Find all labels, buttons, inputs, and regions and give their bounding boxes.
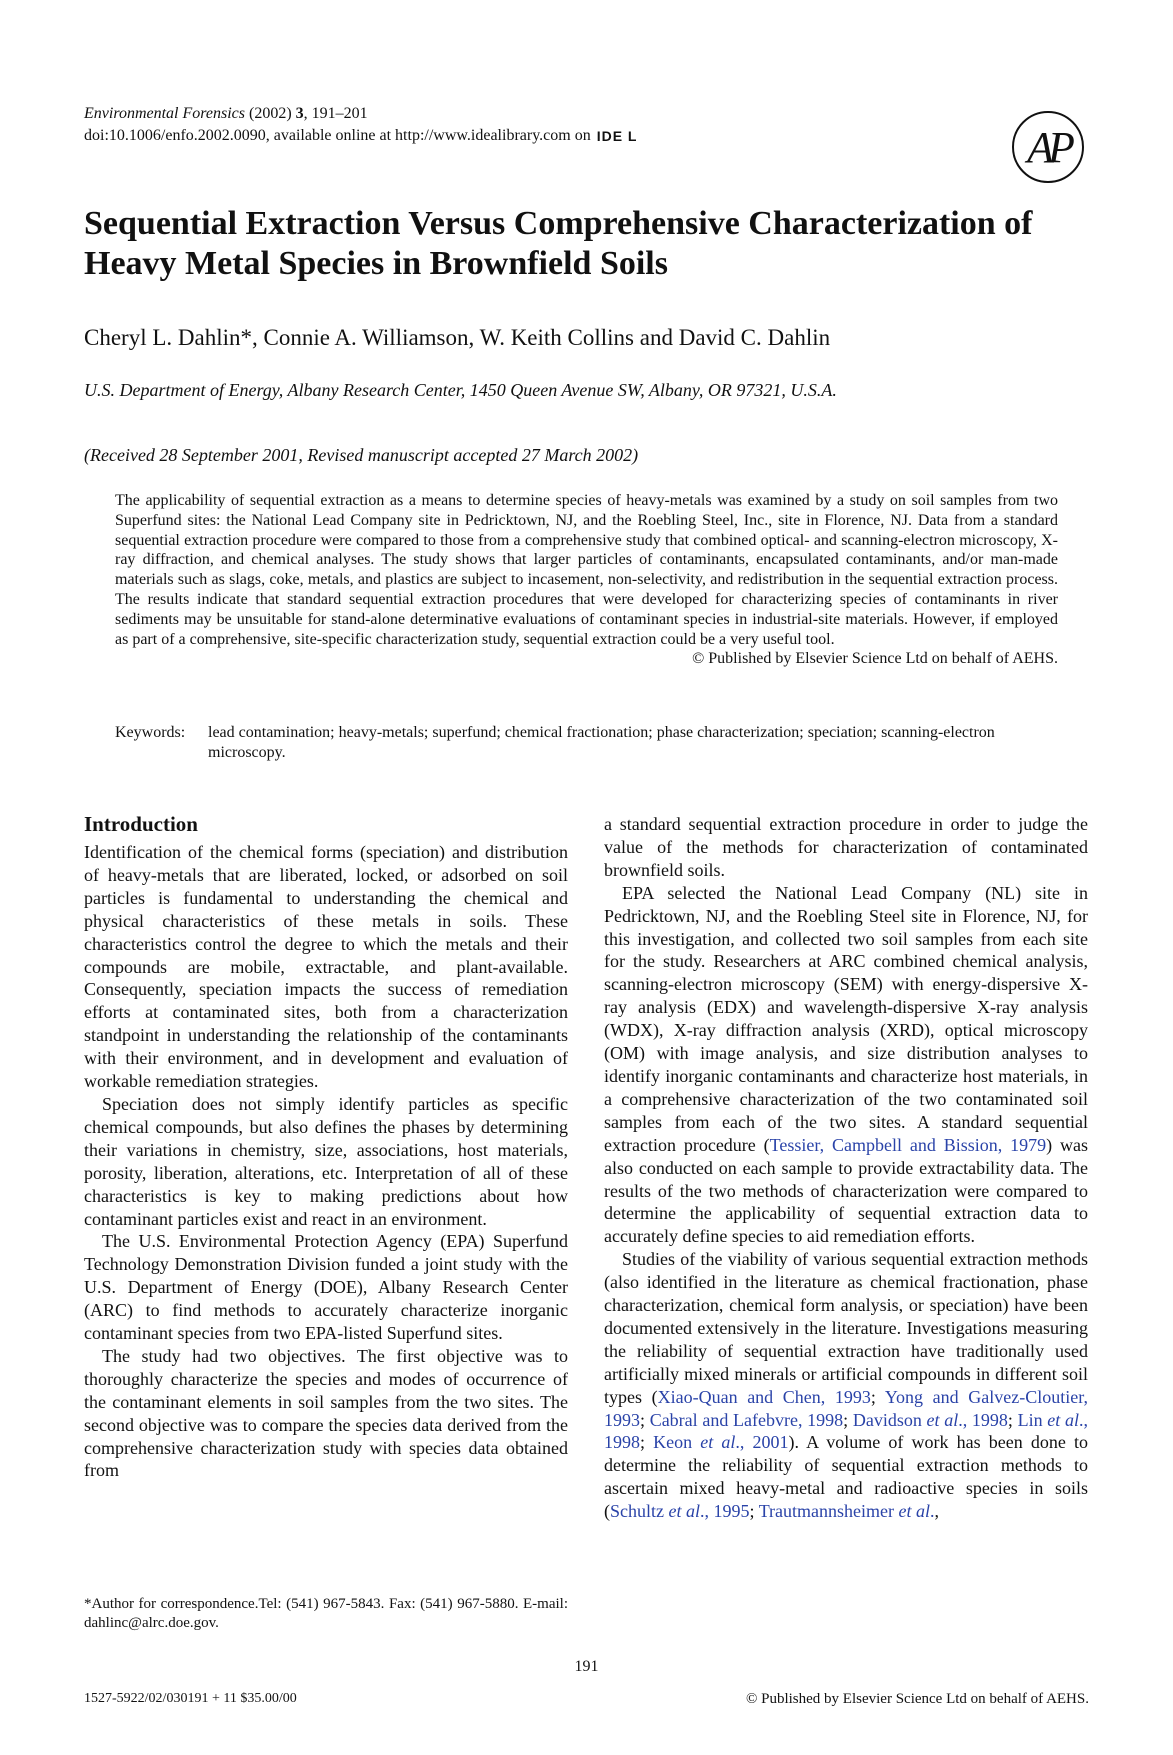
affiliation: U.S. Department of Energy, Albany Research Center, 1450 Queen Avenue SW, Albany, OR 97321, U.S.A. — [84, 380, 837, 400]
keywords-text: lead contamination; heavy-metals; superfund; chemical fractionation; phase characterization; speciation; scanning-electron microscopy. — [208, 724, 995, 761]
journal-citation — [84, 103, 637, 147]
citation-link[interactable]: Trautmannsheimer et al. — [758, 1501, 935, 1522]
keywords-label: Keywords: — [115, 724, 186, 741]
citation-link[interactable]: Tessier, Campbell and Bission, 1979 — [769, 1134, 1047, 1155]
intro-paragraph-4: The study had two objectives. The first objective was to thoroughly characterize the species and modes of occurrence of the contaminant elements in soil samples from the two sites. The second objective was to compare the species data derived from the comprehensive characterization study with species data obtained from — [84, 1345, 568, 1481]
separator: ; — [1007, 1409, 1018, 1430]
intro-paragraph-1: Identification of the chemical forms (speciation) and distribution of heavy-metals that are liberated, locked, or adsorbed on soil particles is fundamental to understanding the chemical and physical characteristics of these metals in soils. These characteristics control the degree to which the metals and their compounds are mobile, extractable, and plant-available. Consequently, speciation impacts the success of remediation efforts at contaminated sites, both from a characterization standpoint in understanding the relationship of the contaminants with their environment, and in development and evaluation of workable remediation strategies. — [84, 842, 568, 1092]
right-paragraph-3-text-a: Studies of the viability of various sequential extraction methods (also identified in the literature as chemical fractionation, phase characterization, chemical form analysis, or speciation) have been documented extensively in the literature. Investigations measuring the reliability of sequential extraction have traditionally used artificially mixed minerals or artificial compounds in different soil types ( — [604, 1249, 1088, 1407]
right-column — [604, 813, 1088, 1523]
received-dates: (Received 28 September 2001, Revised manuscript accepted 27 March 2002) — [84, 445, 639, 465]
footer-issn: 1527-5922/02/030191 + 11 $35.00/00 — [84, 1691, 297, 1706]
author-list: Cheryl L. Dahlin*, Connie A. Williamson, W. Keith Collins and David C. Dahlin — [84, 325, 831, 350]
ideal-logo-icon: IDE L — [596, 128, 638, 144]
citation-link[interactable]: Keon et al., 2001 — [653, 1432, 789, 1453]
citation-link[interactable]: Cabral and Lafebvre, 1998 — [649, 1409, 844, 1430]
journal-year: (2002) — [245, 105, 296, 122]
right-paragraph-2 — [604, 882, 1088, 1249]
citation-link[interactable]: Yong and Galvez-Cloutier, 1993 — [604, 1386, 1088, 1430]
journal-name: Environmental Forensics — [84, 105, 246, 122]
journal-pages: , 191–201 — [303, 105, 368, 122]
right-paragraph-1: a standard sequential extraction procedure in order to judge the value of the methods for characterization of contaminated brownfield soils. — [604, 814, 1088, 880]
left-column — [84, 841, 568, 1482]
abstract-text: The applicability of sequential extraction as a means to determine species of heavy-metals was examined by a study on soil samples from two Superfund sites: the National Lead Company site in Pedricktown, NJ, and the Roebling Steel, Inc., site in Florence, NJ. Data from a standard sequential extraction procedure were compared to those from a comprehensive study that combined optical- and scanning-electron microscopy, X-ray diffraction, and chemical analyses. The study shows that larger particles of contaminants, encapsulated contaminants, and/or man-made materials such as slags, coke, metals, and plastics are subject to incasement, non-selectivity, and redistribution in the sequential extraction process. The results indicate that standard sequential extraction procedures that were developed for characterizing species of contaminants in river sediments may be unsuitable for stand-alone determinative evaluations of contaminant species in industrial-site materials. However, if employed as part of a comprehensive, site-specific characterization study, sequential extraction could be a very useful tool. — [115, 492, 1058, 648]
separator: ; — [640, 1409, 650, 1430]
paper-title: Sequential Extraction Versus Comprehensive Characterization of Heavy Metal Species in Brownfield Soils — [84, 205, 1033, 282]
right-paragraph-2-text-a: EPA selected the National Lead Company (NL) site in Pedricktown, NJ, and the Roebling Steel site in Florence, NJ, for this investigation, and collected two soil samples from each site for the study. Researchers at ARC combined chemical analysis, scanning-electron microscopy (SEM) with energy-dispersive X-ray analysis (EDX) and wavelength-dispersive X-ray analysis (WDX), X-ray diffraction analysis (XRD), optical microscopy (OM) with image analysis, and size distribution analyses to identify inorganic contaminants and characterize host materials, in a comprehensive characterization of the two contaminated soil samples from each of the two sites. A standard sequential extraction procedure ( — [604, 882, 1088, 1155]
citation-link[interactable]: Schultz et al., 1995 — [610, 1501, 750, 1522]
doi-line: doi:10.1006/enfo.2002.0090, available online at http://www.idealibrary.com on — [84, 127, 591, 144]
section-heading-introduction: Introduction — [84, 812, 198, 836]
separator: ; — [870, 1386, 885, 1407]
journal-volume: 3 — [295, 105, 304, 122]
page-number: 191 — [574, 1658, 599, 1675]
right-paragraph-2-text-b: ) was also conducted on each sample to provide extractability data. The results of the two methods of characterization were compared to determine the applicability of sequential extraction data to accurately define species to aid remediation efforts. — [604, 1134, 1088, 1247]
citation-link[interactable]: Xiao-Quan and Chen, 1993 — [657, 1386, 871, 1407]
author-footnote: *Author for correspondence.Tel: (541) 967-5843. Fax: (541) 967-5880. E-mail: dahlinc@alrc.doe.gov. — [84, 1596, 568, 1631]
separator: ; — [843, 1409, 853, 1430]
separator: ; — [749, 1501, 759, 1522]
intro-paragraph-2: Speciation does not simply identify particles as specific chemical compounds, but also defines the phases by determining their variations in chemistry, size, associations, host materials, porosity, liberation, alterations, etc. Interpretation of all of these characteristics is key to making predictions about how contaminant particles exist and react in an environment. — [84, 1093, 568, 1229]
abstract-copyright: © Published by Elsevier Science Ltd on behalf of AEHS. — [692, 650, 1058, 668]
separator: ; — [640, 1432, 654, 1453]
right-paragraph-3-text-b: ). A volume of work has been done to determine the reliability of sequential extraction methods to ascertain mixed heavy-metal and radioactive species in soils ( — [604, 1432, 1089, 1522]
right-paragraph-3: Studies of the viability of various sequential extraction methods (also identified in the literature as chemical fractionation, phase characterization, chemical form analysis, or speciation) have been documented extensively in the literature. Investigations measuring the reliability of sequential extraction have traditionally used artificially mixed minerals or artificial compounds in different soil types (Xiao-Quan and Chen, 1993; Yong and Galvez-Cloutier, 1993; Cabral and Lafebvre, 1998; Davidson et al., 1998; Lin et al., 1998; Keon et al., 2001). A volume of work has been done to determine the reliability of sequential extraction methods to ascertain mixed heavy-metal and radioactive species in soils (Schultz et al., 1995; Trautmannsheimer et al., — [604, 1249, 1089, 1522]
intro-paragraph-3: The U.S. Environmental Protection Agency (EPA) Superfund Technology Demonstration Division funded a joint study with the U.S. Department of Energy (DOE), Albany Research Center (ARC) to find methods to accurately characterize inorganic contaminant species from two EPA-listed Superfund sites. — [84, 1231, 568, 1344]
abstract — [115, 491, 1058, 669]
citation-link[interactable]: Davidson et al., 1998 — [852, 1409, 1008, 1430]
academic-press-logo-icon: AP — [1012, 111, 1084, 183]
citation-link[interactable]: Lin et al., 1998 — [604, 1409, 1088, 1453]
footer-copyright: © Published by Elsevier Science Ltd on behalf of AEHS. — [745, 1691, 1089, 1707]
